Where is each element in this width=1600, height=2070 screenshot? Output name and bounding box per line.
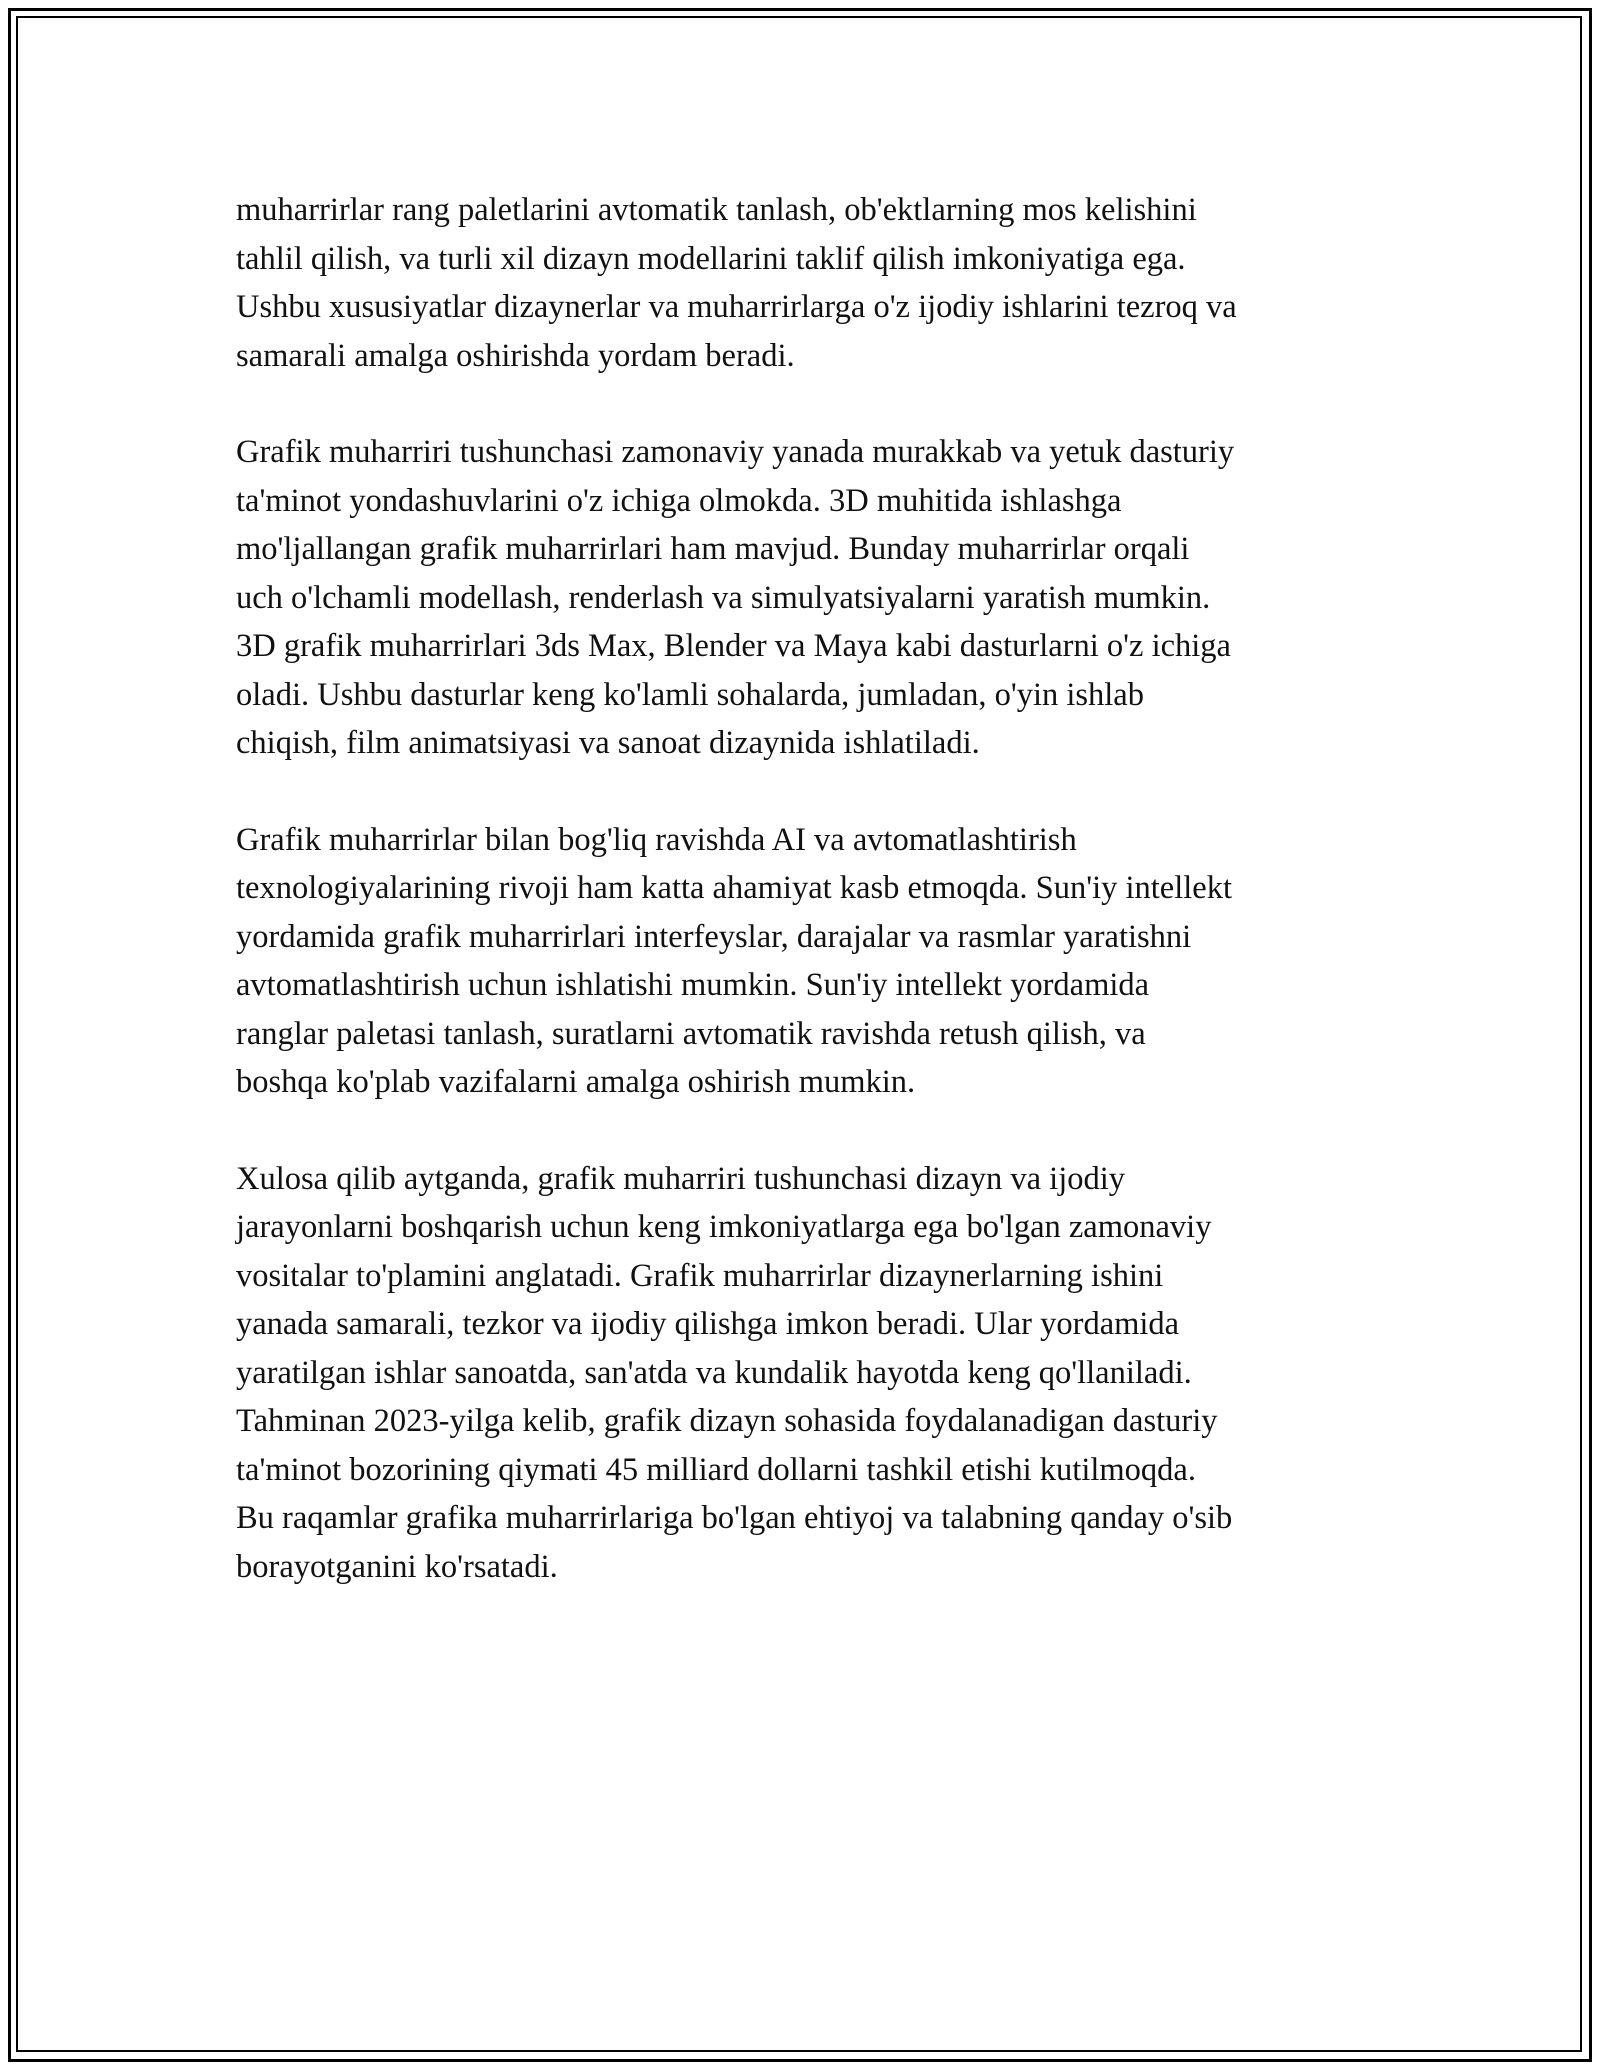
text-line: vositalar to'plamini anglatadi. Grafik muharrirlar dizaynerlarning ishini	[236, 1257, 1164, 1294]
text-line: muharrirlar rang paletlarini avtomatik tanlash, ob'ektlarning mos kelishini	[236, 192, 1197, 228]
text-line: ta'minot bozorining qiymati 45 milliard dollarni tashkil etishi kutilmoqda.	[236, 1451, 1196, 1488]
document-body	[236, 186, 1376, 1639]
text-line: Grafik muharriri tushunchasi zamonaviy yanada murakkab va yetuk dasturiy	[236, 434, 1235, 470]
text-line: texnologiyalarining rivoji ham katta ahamiyat kasb etmoqda. Sun'iy intellekt	[236, 870, 1232, 906]
paragraph-3	[236, 816, 1376, 1107]
text-line: yordamida grafik muharrirlari interfeyslar, darajalar va rasmlar yaratishni	[236, 918, 1192, 955]
text-line: Xulosa qilib aytganda, grafik muharriri tushunchasi dizayn va ijodiy	[236, 1160, 1126, 1197]
text-line: ta'minot yondashuvlarini o'z ichiga olmokda. 3D muhitida ishlashga	[236, 482, 1122, 519]
text-line: mo'ljallangan grafik muharrirlari ham mavjud. Bunday muharrirlar orqali	[236, 531, 1190, 567]
text-line: boshqa ko'plab vazifalarni amalga oshirish mumkin.	[236, 1064, 916, 1100]
text-line: oladi. Ushbu dasturlar keng ko'lamli sohalarda, jumladan, o'yin ishlab	[236, 676, 1144, 713]
text-line: 3D grafik muharrirlari 3ds Max, Blender va Maya kabi dasturlarni o'z ichiga	[236, 628, 1231, 664]
text-line: uch o'lchamli modellash, renderlash va simulyatsiyalarni yaratish mumkin.	[236, 579, 1211, 616]
text-line: Tahminan 2023-yilga kelib, grafik dizayn sohasida foydalanadigan dasturiy	[236, 1403, 1218, 1439]
paragraph-4	[236, 1155, 1376, 1592]
text-line: yaratilgan ishlar sanoatda, san'atda va kundalik hayotda keng qo'llaniladi.	[236, 1354, 1192, 1391]
text-line: samarali amalga oshirishda yordam beradi.	[236, 337, 795, 374]
paragraph-1	[236, 186, 1376, 380]
text-line: avtomatlashtirish uchun ishlatishi mumkin. Sun'iy intellekt yordamida	[236, 967, 1150, 1003]
text-line: tahlil qilish, va turli xil dizayn modellarini taklif qilish imkoniyatiga ega.	[236, 240, 1186, 277]
text-line: Bu raqamlar grafika muharrirlariga bo'lgan ehtiyoj va talabning qanday o'sib	[236, 1500, 1233, 1536]
text-line: jarayonlarni boshqarish uchun keng imkoniyatlarga ega bo'lgan zamonaviy	[236, 1209, 1212, 1245]
text-line: Grafik muharrirlar bilan bog'liq ravishda AI va avtomatlashtirish	[236, 821, 1077, 858]
text-line: borayotganini ko'rsatadi.	[236, 1548, 558, 1585]
text-line: yanada samarali, tezkor va ijodiy qilishga imkon beradi. Ular yordamida	[236, 1306, 1180, 1342]
text-line: Ushbu xususiyatlar dizaynerlar va muharrirlarga o'z ijodiy ishlarini tezroq va	[236, 289, 1237, 325]
text-line: chiqish, film animatsiyasi va sanoat dizaynida ishlatiladi.	[236, 725, 980, 761]
paragraph-2	[236, 428, 1376, 768]
text-line: ranglar paletasi tanlash, suratlarni avtomatik ravishda retush qilish, va	[236, 1015, 1146, 1052]
